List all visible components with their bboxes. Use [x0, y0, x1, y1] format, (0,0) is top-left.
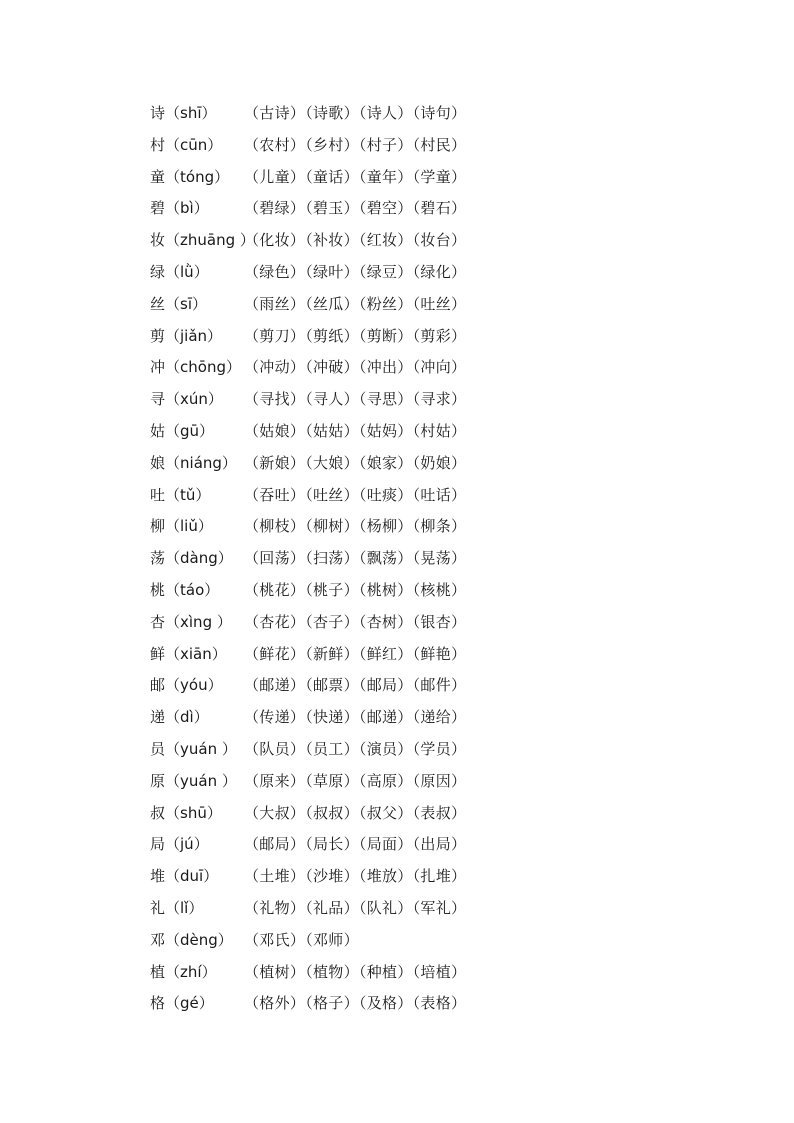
vocab-entry: [150, 702, 710, 734]
entry-character: 原: [150, 771, 166, 790]
entry-character: 娘: [150, 453, 166, 472]
vocab-entry: [150, 289, 710, 321]
entry-words: （吞吐）（吐丝）（吐痰）（吐话）: [244, 485, 467, 504]
entry-pinyin: （xiān）: [165, 644, 227, 663]
entry-words: （队员）（员工）（演员）（学员）: [244, 739, 467, 758]
vocab-entry: [150, 670, 710, 702]
entry-character: 邮: [150, 676, 166, 695]
entry-pinyin: （dèng）: [165, 930, 233, 949]
vocab-entry: [150, 352, 710, 384]
vocab-entry: [150, 98, 710, 130]
entry-words: （姑娘）（姑姑）（姑妈）（村姑）: [244, 421, 467, 440]
vocab-entry: [150, 734, 710, 766]
vocab-entry: [150, 384, 710, 416]
entry-words: （传递）（快递）（邮递）（递给）: [244, 708, 467, 727]
entry-words: （植树）（植物）（种植）（培植）: [244, 962, 467, 981]
entry-pinyin: （duī）: [165, 867, 219, 886]
entry-character: 植: [150, 962, 166, 981]
vocab-entry: [150, 193, 710, 225]
entry-character: 荡: [150, 549, 166, 568]
entry-character: 寻: [150, 390, 166, 409]
entry-words: （农村）（乡村）（村子）（村民）: [244, 135, 467, 154]
vocab-entry: [150, 511, 710, 543]
entry-character: 童: [150, 167, 166, 186]
entry-pinyin: （yuán ）: [165, 771, 237, 790]
vocab-entry: [150, 798, 710, 830]
vocab-entry: [150, 639, 710, 671]
vocab-entry: [150, 543, 710, 575]
entry-words: （杏花）（杏子）（杏树）（银杏）: [244, 612, 467, 631]
entry-pinyin: （lǜ）: [165, 262, 209, 281]
entry-character: 杏: [150, 612, 166, 631]
vocab-entry: [150, 925, 710, 957]
vocabulary-list: [150, 98, 710, 1020]
entry-words: （绿色）（绿叶）（绿豆）（绿化）: [244, 262, 467, 281]
entry-pinyin: （chōng）: [165, 358, 241, 377]
entry-words: （儿童）（童话）（童年）（学童）: [244, 167, 467, 186]
entry-pinyin: （tóng）: [165, 167, 230, 186]
entry-character: 村: [150, 135, 166, 154]
entry-pinyin: （shī）: [165, 104, 217, 122]
vocab-entry: [150, 321, 710, 353]
entry-words: （礼物）（礼品）（队礼）（军礼）: [244, 898, 467, 917]
entry-words: （碧绿）（碧玉）（碧空）（碧石）: [244, 199, 467, 218]
vocab-entry: [150, 988, 710, 1020]
entry-character: 桃: [150, 580, 166, 599]
entry-pinyin: （táo）: [165, 580, 220, 599]
entry-character: 姑: [150, 421, 166, 440]
vocab-entry: [150, 162, 710, 194]
entry-character: 冲: [150, 358, 166, 377]
vocab-entry: [150, 861, 710, 893]
entry-pinyin: （cūn）: [165, 135, 223, 154]
entry-words: （原来）（草原）（高原）（原因）: [244, 771, 467, 790]
entry-pinyin: （jú）: [165, 835, 209, 854]
entry-character: 局: [150, 835, 166, 854]
entry-pinyin: （xìng ）: [165, 612, 232, 631]
entry-words: （雨丝）（丝瓜）（粉丝）（吐丝）: [244, 294, 467, 313]
entry-words: （邓氏）（邓师）: [244, 930, 359, 949]
entry-pinyin: （yuán ）: [165, 739, 237, 758]
entry-character: 格: [150, 994, 166, 1013]
vocab-entry: [150, 480, 710, 512]
entry-character: 递: [150, 708, 166, 727]
entry-pinyin: （xún）: [165, 390, 223, 409]
entry-pinyin: （gū）: [165, 421, 215, 440]
vocab-entry: [150, 448, 710, 480]
entry-character: 丝: [150, 294, 166, 313]
entry-character: 剪: [150, 326, 166, 345]
vocab-entry: [150, 130, 710, 162]
entry-character: 绿: [150, 262, 166, 281]
entry-words: （邮局）（局长）（局面）（出局）: [244, 835, 467, 854]
entry-character: 叔: [150, 803, 166, 822]
entry-pinyin: （shū）: [165, 803, 222, 822]
entry-words: （格外）（格子）（及格）（表格）: [244, 994, 467, 1013]
entry-pinyin: （jiǎn）: [165, 326, 223, 345]
entry-words: （大叔）（叔叔）（叔父）（表叔）: [244, 803, 467, 822]
entry-words: （剪刀）（剪纸）（剪断）（剪彩）: [244, 326, 467, 345]
entry-character: 堆: [150, 867, 166, 886]
entry-words: （柳枝）（柳树）（杨柳）（柳条）: [244, 517, 467, 536]
entry-pinyin: （dì）: [165, 708, 209, 727]
entry-words: （邮递）（邮票）（邮局）（邮件）: [244, 676, 467, 695]
vocab-entry: [150, 957, 710, 989]
entry-words: （桃花）（桃子）（桃树）（核桃）: [244, 580, 467, 599]
entry-words: （寻找）（寻人）（寻思）（寻求）: [244, 390, 467, 409]
entry-words: （土堆）（沙堆）（堆放）（扎堆）: [244, 867, 467, 886]
vocab-entry: [150, 607, 710, 639]
entry-words: （冲动）（冲破）（冲出）（冲向）: [244, 358, 467, 377]
entry-pinyin: （zhí）: [165, 962, 217, 981]
entry-words: （鲜花）（新鲜）（鲜红）（鲜艳）: [244, 644, 467, 663]
entry-character: 妆: [150, 231, 166, 250]
entry-pinyin: （zhuāng ）: [165, 231, 255, 250]
entry-pinyin: （sī）: [165, 294, 207, 313]
entry-character: 诗: [150, 104, 166, 122]
entry-pinyin: （niáng）: [165, 453, 237, 472]
entry-character: 吐: [150, 485, 166, 504]
entry-pinyin: （gé）: [165, 994, 214, 1013]
entry-character: 鲜: [150, 644, 166, 663]
entry-pinyin: （tǔ）: [165, 485, 211, 504]
entry-character: 员: [150, 739, 166, 758]
vocab-entry: [150, 575, 710, 607]
entry-words: （古诗）（诗歌）（诗人）（诗句）: [244, 104, 467, 122]
entry-pinyin: （liǔ）: [165, 517, 213, 536]
vocab-entry: [150, 829, 710, 861]
entry-pinyin: （yóu）: [165, 676, 223, 695]
entry-character: 碧: [150, 199, 166, 218]
entry-pinyin: （lǐ）: [165, 898, 204, 917]
vocab-entry: [150, 225, 710, 257]
entry-words: （回荡）（扫荡）（飘荡）（晃荡）: [244, 549, 467, 568]
vocab-entry: [150, 416, 710, 448]
entry-pinyin: （dàng）: [165, 549, 233, 568]
entry-character: 柳: [150, 517, 166, 536]
entry-character: 邓: [150, 930, 166, 949]
vocab-entry: [150, 766, 710, 798]
entry-words: （化妆）（补妆）（红妆）（妆台）: [244, 231, 467, 250]
vocab-entry: [150, 257, 710, 289]
entry-words: （新娘）（大娘）（娘家）（奶娘）: [244, 453, 467, 472]
entry-pinyin: （bì）: [165, 199, 209, 218]
vocab-entry: [150, 893, 710, 925]
entry-character: 礼: [150, 898, 166, 917]
